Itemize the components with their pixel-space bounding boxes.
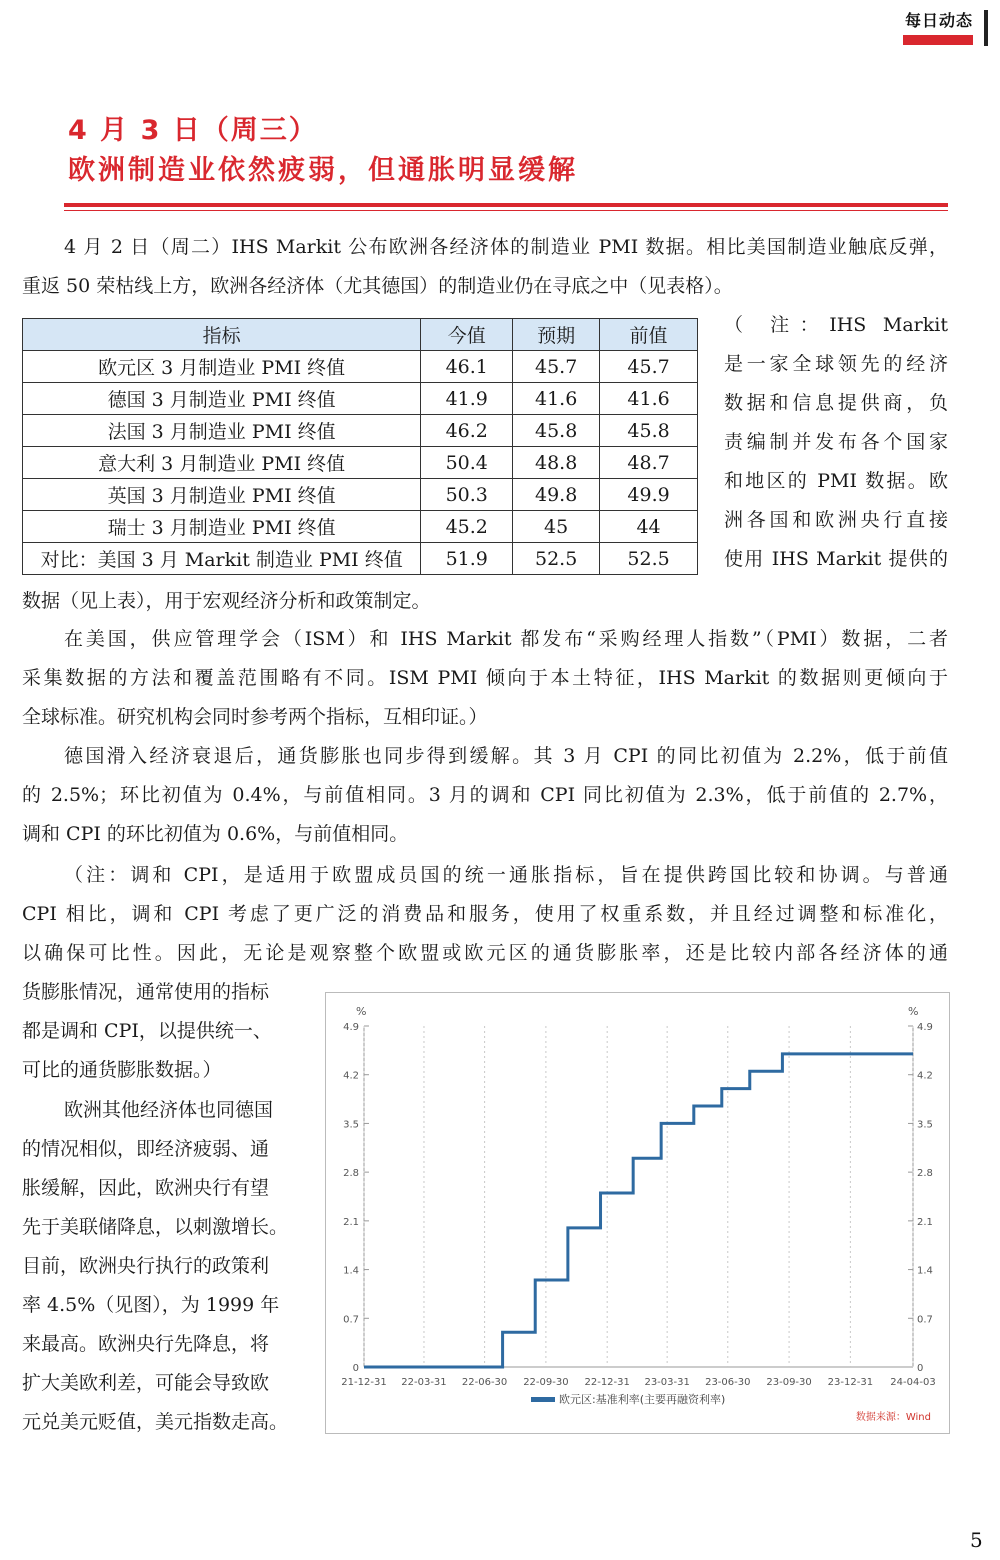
x-tick-label: 23-09-30 bbox=[766, 1377, 812, 1388]
cell: 45.2 bbox=[421, 511, 513, 543]
x-tick-label: 22-03-31 bbox=[401, 1377, 447, 1388]
x-tick-label: 23-12-31 bbox=[827, 1377, 874, 1388]
table-row bbox=[23, 543, 698, 575]
cell: 46.1 bbox=[421, 351, 513, 383]
header-forecast: 预期 bbox=[513, 319, 600, 351]
title-rule-thick bbox=[64, 203, 948, 207]
cell: 45.7 bbox=[513, 351, 600, 383]
para4-line6: 可比的通货膨胀数据。） bbox=[22, 1059, 222, 1081]
cell: 41.6 bbox=[513, 383, 600, 415]
para5-line: 目前，欧洲央行执行的政策利 bbox=[22, 1255, 270, 1277]
header-current: 今值 bbox=[421, 319, 513, 351]
para2-line3: 全球标准。研究机构会同时参考两个指标，互相印证。） bbox=[22, 706, 488, 728]
cell: 45.7 bbox=[600, 351, 698, 383]
cell: 44 bbox=[600, 511, 698, 543]
table-row bbox=[23, 479, 698, 511]
x-tick-label: 21-12-31 bbox=[341, 1377, 387, 1388]
para2-line1: 在美国，供应管理学会（ISM）和 IHS Markit 都发布“采购经理人指数”（PMI）数据，二者 bbox=[64, 628, 948, 650]
para5-line: 率 4.5%（见图），为 1999 年 bbox=[22, 1294, 280, 1316]
note-line: 使用 IHS Markit 提供的 bbox=[724, 548, 948, 570]
x-tick-label: 23-06-30 bbox=[705, 1377, 751, 1388]
para5-line: 先于美联储降息，以刺激增长。 bbox=[22, 1216, 289, 1238]
x-tick-label: 22-09-30 bbox=[523, 1377, 569, 1388]
para4-line5: 都是调和 CPI，以提供统一、 bbox=[22, 1020, 272, 1042]
cell: 45.8 bbox=[600, 415, 698, 447]
para5-line: 元兑美元贬值，美元指数走高。 bbox=[22, 1411, 289, 1433]
y-tick-label-left: 1.4 bbox=[343, 1265, 359, 1277]
cell: 50.4 bbox=[421, 447, 513, 479]
table-row bbox=[23, 383, 698, 415]
cell: 瑞士 3 月制造业 PMI 终值 bbox=[23, 511, 421, 543]
note-line: 责编制并发布各个国家 bbox=[724, 431, 948, 453]
y-tick-label-left: 0.7 bbox=[343, 1314, 359, 1326]
y-tick-label-right: 2.8 bbox=[917, 1168, 933, 1180]
y-tick-label-left: 4.2 bbox=[343, 1070, 359, 1082]
y-unit-left: % bbox=[356, 1005, 367, 1018]
cell: 41.9 bbox=[421, 383, 513, 415]
legend-label: 欧元区:基准利率(主要再融资利率) bbox=[559, 1393, 726, 1406]
y-tick-label-right: 1.4 bbox=[917, 1265, 933, 1277]
y-tick-label-left: 3.5 bbox=[343, 1119, 359, 1131]
cell: 意大利 3 月制造业 PMI 终值 bbox=[23, 447, 421, 479]
cell: 51.9 bbox=[421, 543, 513, 575]
x-tick-label: 24-04-03 bbox=[890, 1377, 936, 1388]
legend-swatch bbox=[531, 1397, 555, 1402]
para5-line: 胀缓解，因此，欧洲央行有望 bbox=[22, 1177, 270, 1199]
para5-line: 来最高。欧洲央行先降息，将 bbox=[22, 1333, 270, 1355]
y-tick-label-left: 0 bbox=[352, 1363, 359, 1374]
cell: 52.5 bbox=[513, 543, 600, 575]
note-line: 数据和信息提供商，负 bbox=[724, 392, 948, 414]
note-continuation: 数据（见上表），用于宏观经济分析和政策制定。 bbox=[22, 590, 431, 612]
header-previous: 前值 bbox=[600, 319, 698, 351]
table-row bbox=[23, 511, 698, 543]
section-accent-bar bbox=[903, 35, 973, 45]
page-number: 5 bbox=[970, 1528, 983, 1552]
article-date-title: 4 月 3 日（周三） bbox=[68, 115, 318, 146]
cell: 48.7 bbox=[600, 447, 698, 479]
x-tick-label: 22-06-30 bbox=[461, 1377, 508, 1388]
cell: 52.5 bbox=[600, 543, 698, 575]
cell: 法国 3 月制造业 PMI 终值 bbox=[23, 415, 421, 447]
y-tick-label-right: 4.9 bbox=[917, 1022, 933, 1033]
article-headline: 欧洲制造业依然疲弱，但通胀明显缓解 bbox=[68, 155, 578, 186]
para4-line4: 货膨胀情况，通常使用的指标 bbox=[22, 981, 270, 1003]
y-tick-label-left: 2.1 bbox=[343, 1216, 359, 1228]
table-header-row bbox=[23, 319, 698, 351]
para5-line: 扩大美欧利差，可能会导致欧 bbox=[22, 1372, 270, 1394]
cell: 49.9 bbox=[600, 479, 698, 511]
table-row bbox=[23, 415, 698, 447]
y-tick-label-right: 0.7 bbox=[917, 1314, 933, 1326]
chart-source: 数据来源：Wind bbox=[855, 1412, 931, 1423]
para4-line3: 以确保可比性。因此，无论是观察整个欧盟或欧元区的通货膨胀率，还是比较内部各经济体的通 bbox=[22, 942, 948, 964]
section-label: 每日动态 bbox=[905, 11, 974, 30]
y-tick-label-right: 4.2 bbox=[917, 1070, 933, 1082]
para3-line3: 调和 CPI 的环比初值为 0.6%，与前值相同。 bbox=[22, 823, 409, 845]
para2-line2: 采集数据的方法和覆盖范围略有不同。ISM PMI 倾向于本土特征，IHS Markit 的数据则更倾向于 bbox=[22, 667, 948, 689]
note-line: 和地区的 PMI 数据。欧 bbox=[724, 470, 948, 492]
chart-legend bbox=[531, 1391, 725, 1407]
cell: 45.8 bbox=[513, 415, 600, 447]
cell: 41.6 bbox=[600, 383, 698, 415]
cell: 德国 3 月制造业 PMI 终值 bbox=[23, 383, 421, 415]
cell: 50.3 bbox=[421, 479, 513, 511]
y-tick-label-right: 3.5 bbox=[917, 1119, 933, 1131]
para4-line1: （注：调和 CPI，是适用于欧盟成员国的统一通胀指标，旨在提供跨国比较和协调。与普通 bbox=[64, 864, 948, 886]
table-row bbox=[23, 447, 698, 479]
cell: 对比：美国 3 月 Markit 制造业 PMI 终值 bbox=[23, 543, 421, 575]
cell: 欧元区 3 月制造业 PMI 终值 bbox=[23, 351, 421, 383]
header-indicator: 指标 bbox=[23, 319, 421, 351]
para5-line: 的情况相似，即经济疲弱、通 bbox=[22, 1138, 270, 1160]
para3-line1: 德国滑入经济衰退后，通货膨胀也同步得到缓解。其 3 月 CPI 的同比初值为 2.2%，低于前值 bbox=[64, 745, 948, 767]
x-tick-label: 22-12-31 bbox=[584, 1377, 630, 1388]
note-line: 是一家全球领先的经济 bbox=[724, 353, 948, 375]
y-tick-label-left: 4.9 bbox=[343, 1022, 359, 1033]
note-line: （ 注：IHS Markit bbox=[724, 314, 948, 336]
y-unit-right: % bbox=[908, 1005, 919, 1018]
y-tick-label-left: 2.8 bbox=[343, 1168, 359, 1180]
cell: 48.8 bbox=[513, 447, 600, 479]
section-divider bbox=[984, 10, 988, 46]
y-tick-label-right: 0 bbox=[917, 1363, 924, 1374]
para1-line1: 4 月 2 日（周二）IHS Markit 公布欧洲各经济体的制造业 PMI 数据。相比美国制造业触底反弹， bbox=[64, 236, 948, 258]
cell: 45 bbox=[513, 511, 600, 543]
cell: 49.8 bbox=[513, 479, 600, 511]
cell: 英国 3 月制造业 PMI 终值 bbox=[23, 479, 421, 511]
chart-canvas bbox=[326, 993, 951, 1435]
table-row bbox=[23, 351, 698, 383]
y-tick-label-right: 2.1 bbox=[917, 1216, 933, 1228]
series-line-ecb-rate bbox=[364, 1054, 913, 1367]
para1-line2: 重返 50 荣枯线上方，欧洲各经济体（尤其德国）的制造业仍在寻底之中（见表格）。 bbox=[22, 275, 733, 297]
para4-line2: CPI 相比，调和 CPI 考虑了更广泛的消费品和服务，使用了权重系数，并且经过调整和标准化， bbox=[22, 903, 948, 925]
para3-line2: 的 2.5%；环比初值为 0.4%，与前值相同。3 月的调和 CPI 同比初值为 2.3%，低于前值的 2.7%， bbox=[22, 784, 948, 806]
pmi-table bbox=[22, 318, 698, 575]
ecb-rate-chart bbox=[325, 992, 950, 1434]
note-line: 洲各国和欧洲央行直接 bbox=[724, 509, 948, 531]
title-rule-thin bbox=[64, 210, 948, 211]
x-tick-label: 23-03-31 bbox=[644, 1377, 690, 1388]
cell: 46.2 bbox=[421, 415, 513, 447]
para5-line: 欧洲其他经济体也同德国 bbox=[64, 1099, 274, 1121]
